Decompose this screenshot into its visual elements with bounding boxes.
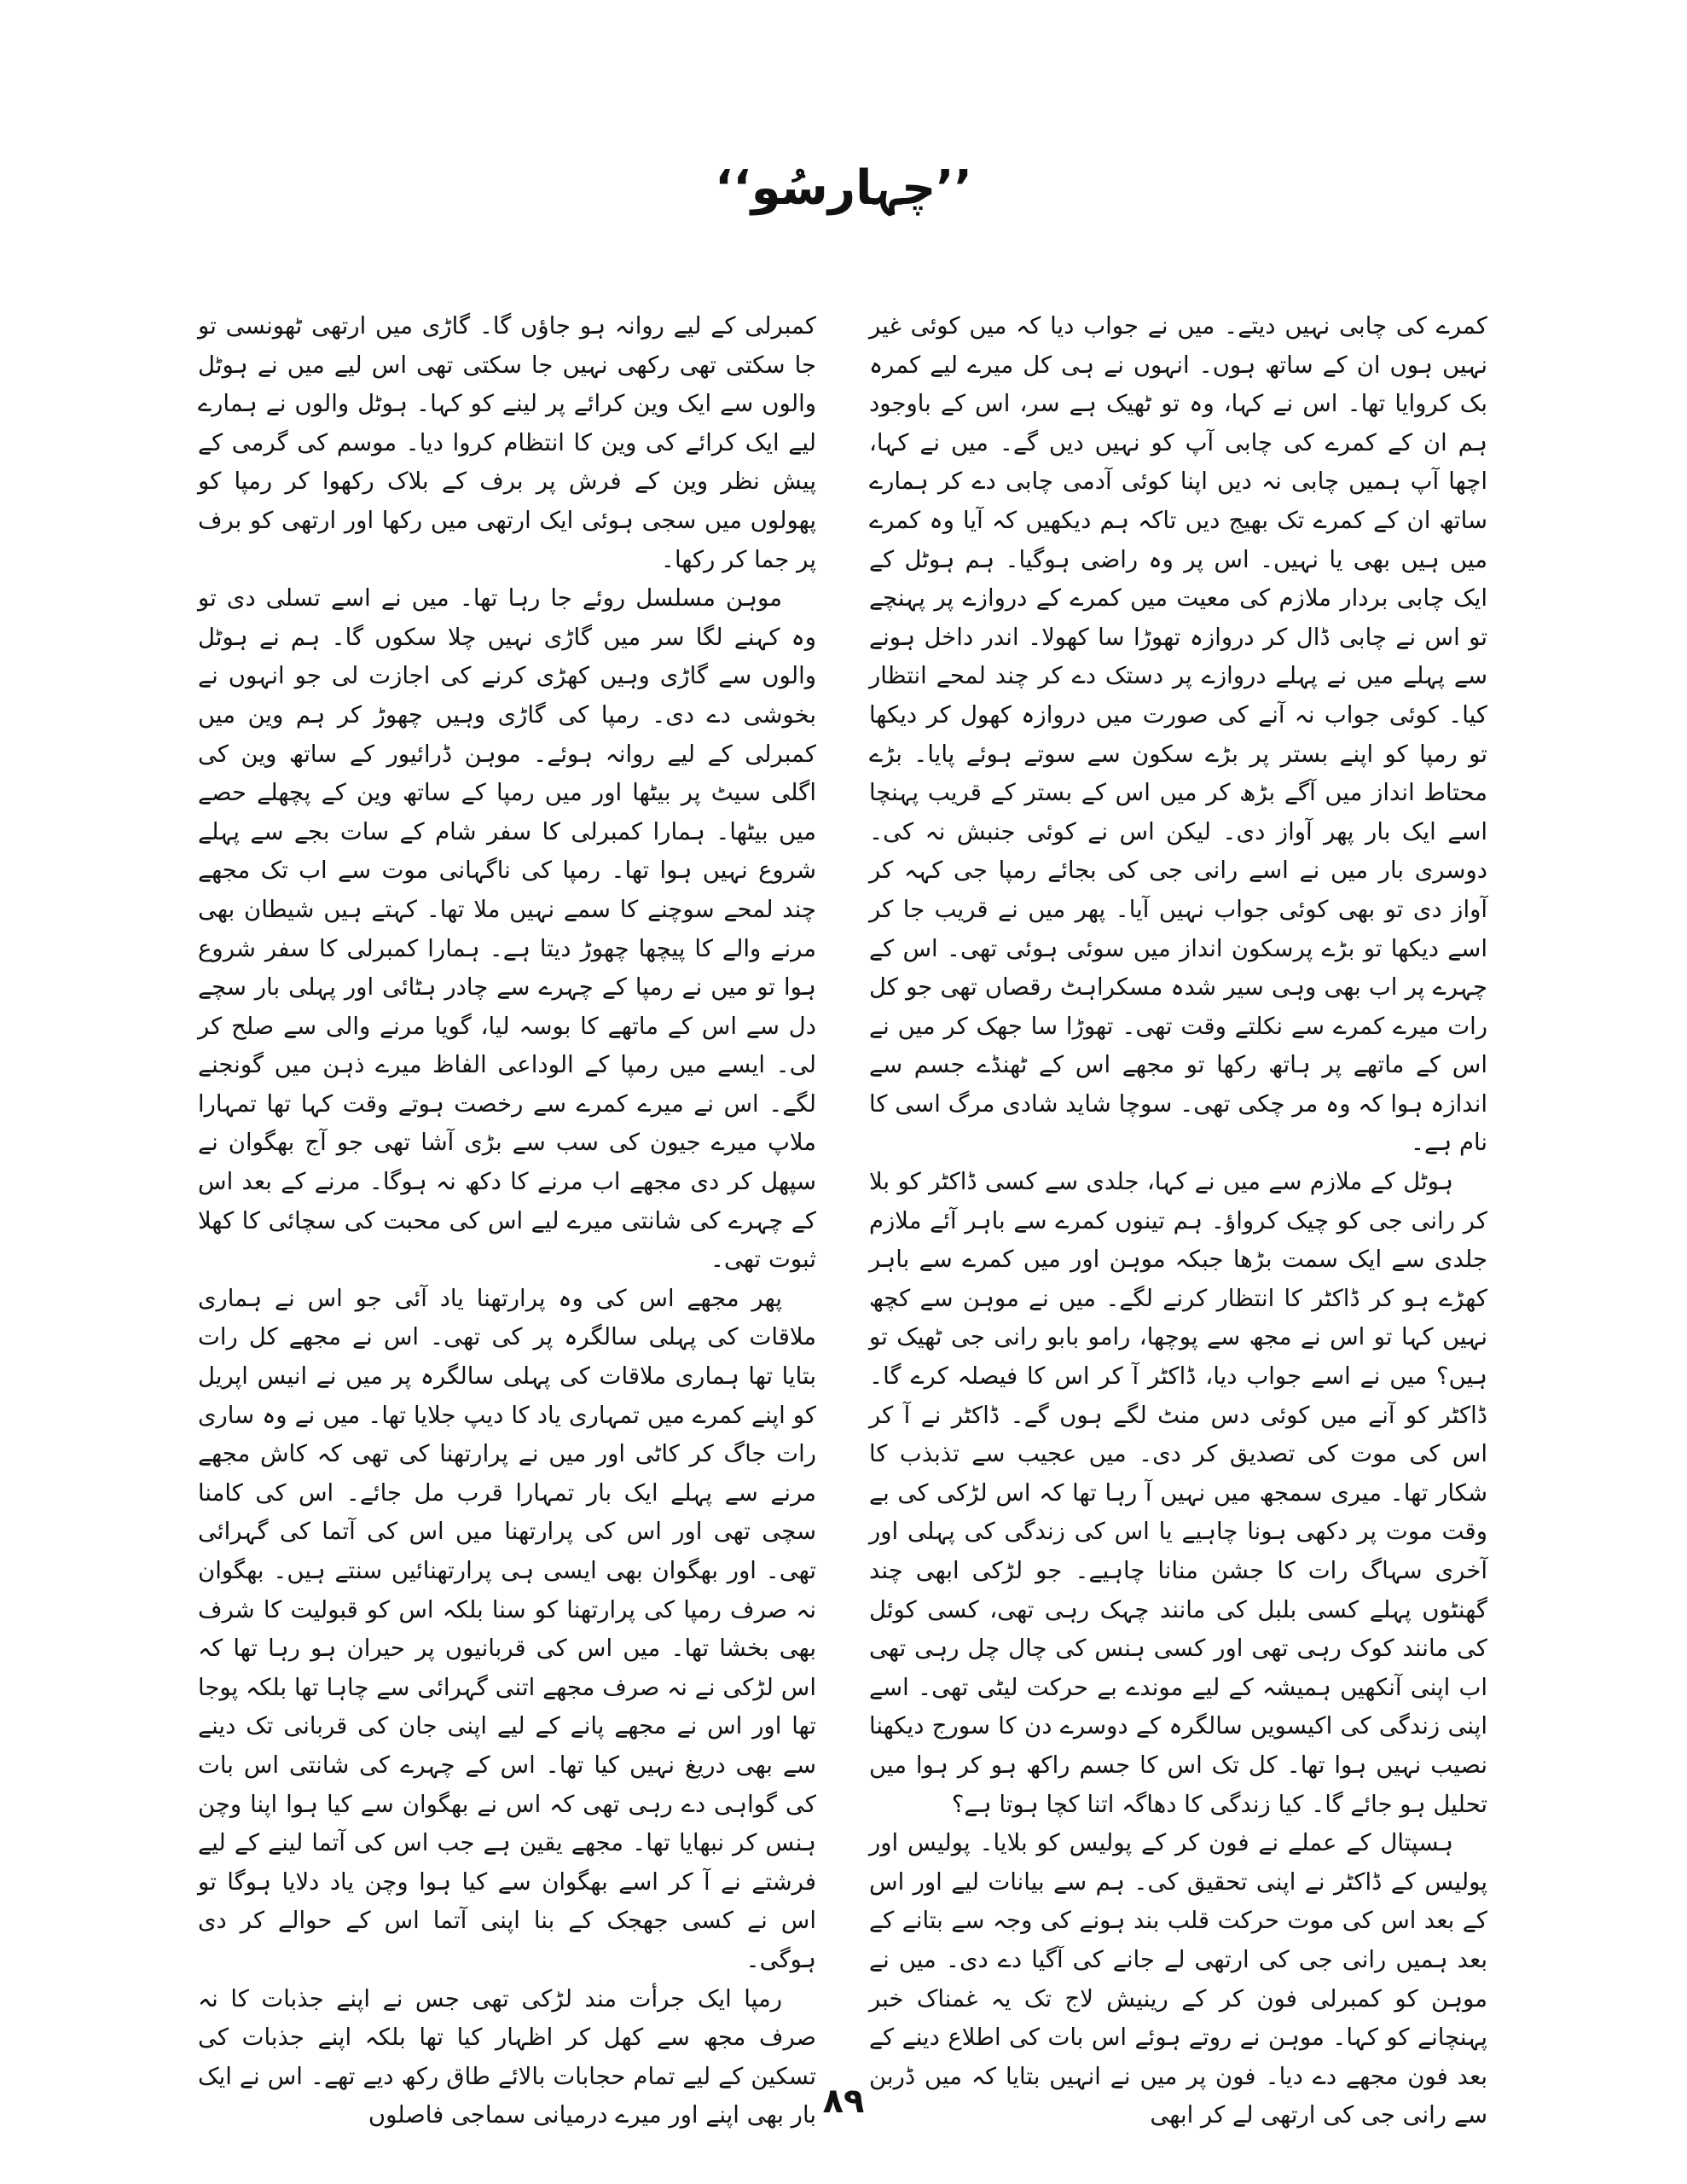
paragraph: پھر مجھے اس کی وہ پرارتھنا یاد آئی جو اس نے ہماری ملاقات کی پہلی سالگرہ پر کی تھی۔ اس نے مجھے کل رات بتایا تھا ہماری ملاقات کی پہلی سالگرہ پر میں نے انیس اپریل کو اپنے کمرے میں تمہاری یاد کا دیپ جلایا تھا۔ میں نے وہ ساری رات جاگ کر کاٹی اور میں نے پرارتھنا کی تھی کہ کاش مجھے مرنے سے پہلے ایک بار تمہارا قرب مل جائے۔ اس کی کامنا سچی تھی اور اس کی پرارتھنا میں اس کی آتما کی گہرائی تھی۔ اور بھگوان بھی ایسی ہی پرارتھنائیں سنتے ہیں۔ بھگوان نہ صرف رمپا کی پرارتھنا کو سنا بلکہ اس کو قبولیت کا شرف بھی بخشا تھا۔ میں اس کی قربانیوں پر حیران ہو رہا تھا کہ اس لڑکی نے نہ صرف مجھے اتنی گہرائی سے چاہا تھا بلکہ پوجا تھا اور اس نے مجھے پانے کے لیے اپنی جان کی قربانی تک دینے سے بھی دریغ نہیں کیا تھا۔ اس کے چہرے کی شانتی اس بات کی گواہی دے رہی تھی کہ اس نے بھگوان سے کیا ہوا اپنا وچن ہنس کر نبھایا تھا۔ مجھے یقین ہے جب اس کی آتما لینے کے لیے فرشتے نے آ کر اسے بھگوان سے کیا ہوا وچن یاد دلایا ہوگا تو اس نے کسی جھجک کے بنا اپنی آتما اس کے حوالے کر دی ہوگی۔ (198, 1284, 816, 1973)
paragraph: کمبرلی کے لیے روانہ ہو جاؤں گا۔ گاڑی میں ارتھی ٹھونسی تو جا سکتی تھی رکھی نہیں جا سکتی تھی اس لیے میں نے ہوٹل والوں سے ایک وین کرائے پر لینے کو کہا۔ ہوٹل والوں نے ہمارے لیے ایک کرائے کی وین کا انتظام کروا دیا۔ موسم کی گرمی کے پیش نظر وین کے فرش پر برف کے بلاک رکھوا کر رمپا کو پھولوں میں سجی ہوئی ایک ارتھی میں رکھا اور ارتھی کو برف پر جما کر رکھا۔ (198, 312, 816, 573)
paragraph: موہن مسلسل روئے جا رہا تھا۔ میں نے اسے تسلی دی تو وہ کہنے لگا سر میں گاڑی نہیں چلا سکوں گا۔ ہم نے ہوٹل والوں سے گاڑی وہیں کھڑی کرنے کی اجازت لی جو انہوں نے بخوشی دے دی۔ رمپا کی گاڑی وہیں چھوڑ کر ہم وین میں کمبرلی کے لیے روانہ ہوئے۔ موہن ڈرائیور کے ساتھ وین کی اگلی سیٹ پر بیٹھا اور میں رمپا کے ساتھ وین کے پچھلے حصے میں بیٹھا۔ ہمارا کمبرلی کا سفر شام کے سات بجے سے پہلے شروع نہیں ہوا تھا۔ رمپا کی ناگہانی موت سے اب تک مجھے چند لمحے سوچنے کا سمے نہیں ملا تھا۔ کہتے ہیں شیطان بھی مرنے والے کا پیچھا چھوڑ دیتا ہے۔ ہمارا کمبرلی کا سفر شروع ہوا تو میں نے رمپا کے چہرے سے چادر ہٹائی اور پہلی بار سچے دل سے اس کے ماتھے کا بوسہ لیا، گویا مرنے والی سے صلح کر لی۔ ایسے میں رمپا کے الوداعی الفاظ میرے ذہن میں گونجنے لگے۔ اس نے میرے کمرے سے رخصت ہوتے وقت کہا تھا تمہارا ملاپ میرے جیون کی سب سے بڑی آشا تھی جو آج بھگوان نے سپھل کر دی مجھے اب مرنے کا دکھ نہ ہوگا۔ مرنے کے بعد اس کے چہرے کی شانتی میرے لیے اس کی محبت کی سچائی کا کھلا ثبوت تھی۔ (198, 584, 816, 1274)
paragraph: ہوٹل کے ملازم سے میں نے کہا، جلدی سے کسی ڈاکٹر کو بلا کر رانی جی کو چیک کرواؤ۔ ہم تینوں کمرے سے باہر آئے ملازم جلدی سے ایک سمت بڑھا جبکہ موہن اور میں کمرے سے باہر کھڑے ہو کر ڈاکٹر کا انتظار کرنے لگے۔ میں نے موہن سے کچھ نہیں کہا تو اس نے مجھ سے پوچھا، رامو بابو رانی جی ٹھیک تو ہیں؟ میں نے اسے جواب دیا، ڈاکٹر آ کر اس کا فیصلہ کرے گا۔ ڈاکٹر کو آنے میں کوئی دس منٹ لگے ہوں گے۔ ڈاکٹر نے آ کر اس کی موت کی تصدیق کر دی۔ میں عجیب سے تذبذب کا شکار تھا۔ میری سمجھ میں نہیں آ رہا تھا کہ اس لڑکی کی بے وقت موت پر دکھی ہونا چاہیے یا اس کی زندگی کی پہلی اور آخری سہاگ رات کا جشن منانا چاہیے۔ جو لڑکی ابھی چند گھنٹوں پہلے کسی بلبل کی مانند چہک رہی تھی، کسی کوئل کی مانند کوک رہی تھی اور کسی ہنس کی چال چل رہی تھی اب اپنی آنکھیں ہمیشہ کے لیے موندے بے حرکت لیٹی تھی۔ اسے اپنی زندگی کی اکیسویں سالگرہ کے دوسرے دن کا سورج دیکھنا نصیب نہیں ہوا تھا۔ کل تک اس کا جسم راکھ ہو کر ہوا میں تحلیل ہو جائے گا۔ کیا زندگی کا دھاگہ اتنا کچا ہوتا ہے؟ (869, 1168, 1487, 1818)
left-column (198, 307, 816, 2129)
paragraph: رمپا ایک جرأت مند لڑکی تھی جس نے اپنے جذبات کا نہ صرف مجھ سے کھل کر اظہار کیا تھا بلکہ اپنے جذبات کی تسکین کے لیے تمام حجابات بالائے طاق رکھ دیے تھے۔ اس نے ایک بار بھی اپنے اور میرے درمیانی سماجی فاصلوں (198, 1984, 816, 2129)
right-column (869, 307, 1487, 2129)
paragraph: ہسپتال کے عملے نے فون کر کے پولیس کو بلایا۔ پولیس اور پولیس کے ڈاکٹر نے اپنی تحقیق کی۔ ہم سے بیانات لیے اور اس کے بعد اس کی موت حرکت قلب بند ہونے کی وجہ سے بتانے کے بعد ہمیں رانی جی کی ارتھی لے جانے کی آگیا دے دی۔ میں نے موہن کو کمبرلی فون کر کے رینیش لاج تک یہ غمناک خبر پہنچانے کو کہا۔ موہن نے روتے ہوئے اس بات کی اطلاع دینے کے بعد فون مجھے دے دیا۔ فون پر میں نے انہیں بتایا کہ میں ڈربن سے رانی جی کی ارتھی لے کر ابھی (869, 1829, 1487, 2129)
paragraph: کمرے کی چابی نہیں دیتے۔ میں نے جواب دیا کہ میں کوئی غیر نہیں ہوں ان کے ساتھ ہوں۔ انہوں نے ہی کل میرے لیے کمرہ بک کروایا تھا۔ اس نے کہا، وہ تو ٹھیک ہے سر، اس کے باوجود ہم ان کے کمرے کی چابی آپ کو نہیں دیں گے۔ میں نے کہا، اچھا آپ ہمیں چابی نہ دیں اپنا کوئی آدمی چابی دے کر ہمارے ساتھ ان کے کمرے تک بھیج دیں تاکہ ہم دیکھیں کہ آیا وہ کمرے میں ہیں بھی یا نہیں۔ اس پر وہ راضی ہوگیا۔ ہم ہوٹل کے ایک چابی بردار ملازم کی معیت میں کمرے کے دروازے پر پہنچے تو اس نے چابی ڈال کر دروازہ تھوڑا سا کھولا۔ اندر داخل ہونے سے پہلے میں نے پہلے دروازے پر دستک دے کر چند لمحے انتظار کیا۔ کوئی جواب نہ آنے کی صورت میں دروازہ کھول کر دیکھا تو رمپا کو اپنے بستر پر بڑے سکون سے سوتے ہوئے پایا۔ بڑے محتاط انداز میں آگے بڑھ کر میں اس کے بستر کے قریب پہنچا اسے ایک بار پھر آواز دی۔ لیکن اس نے کوئی جنبش نہ کی۔ دوسری بار میں نے اسے رانی جی کی بجائے رمپا جی کہہ کر آواز دی تو بھی کوئی جواب نہیں آیا۔ پھر میں نے قریب جا کر اسے دیکھا تو بڑے پرسکون انداز میں سوئی ہوئی تھی۔ اس کے چہرے پر اب بھی وہی سیر شدہ مسکراہٹ رقصاں تھی جو کل رات میرے کمرے سے نکلتے وقت تھی۔ تھوڑا سا جھک کر میں نے اس کے ماتھے پر ہاتھ رکھا تو مجھے اس کے ٹھنڈے جسم سے اندازہ ہوا کہ وہ مر چکی تھی۔ سوچا شاید شادی مرگ اسی کا نام ہے۔ (869, 312, 1487, 1157)
running-title: ’’چہارسُو‘‘ (715, 160, 972, 216)
page-number: ۸۹ (822, 2082, 865, 2121)
